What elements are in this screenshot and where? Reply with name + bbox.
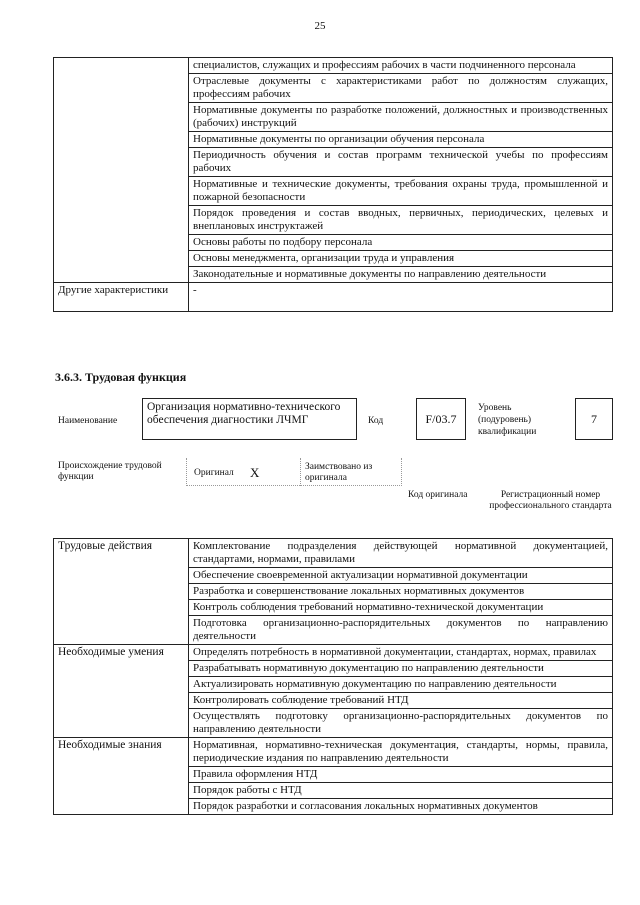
table-cell: Комплектование подразделения действующей нормативной документацией, стандартами, нормами, правилами xyxy=(189,539,613,568)
table-cell: Нормативные и технические документы, требования охраны труда, промышленной и пожарной безопасности xyxy=(189,177,613,206)
table-row xyxy=(54,58,613,74)
table-row xyxy=(54,539,613,568)
table-cell: Актуализировать нормативную документацию по направлению деятельности xyxy=(189,677,613,693)
table-row xyxy=(54,738,613,767)
row-label-skills: Необходимые умения xyxy=(54,645,189,738)
code-original-caption: Код оригинала xyxy=(408,490,468,500)
table-cell: Основы работы по подбору персонала xyxy=(189,235,613,251)
table-cell: Отраслевые документы с характеристиками работ по должностям служащих, профессиям рабочих xyxy=(189,74,613,103)
table-cell: Нормативные документы по организации обучения персонала xyxy=(189,132,613,148)
table-cell: Правила оформления НТД xyxy=(189,767,613,783)
original-label: Оригинал xyxy=(194,468,234,478)
table-cell: Нормативная, нормативно-техническая документация, стандарты, нормы, правила, периодические издания по направлению деятельности xyxy=(189,738,613,767)
table-cell: Определять потребность в нормативной документации, стандартах, нормах, правилах xyxy=(189,645,613,661)
level-value-box: 7 xyxy=(575,398,613,440)
table-cell: Разработка и совершенствование локальных нормативных документов xyxy=(189,584,613,600)
table-cell: специалистов, служащих и профессиям рабочих в части подчиненного персонала xyxy=(189,58,613,74)
table-cell: Порядок работы с НТД xyxy=(189,783,613,799)
table-cell: Контроль соблюдения требований нормативно-технической документации xyxy=(189,600,613,616)
table-cell: - xyxy=(189,283,613,312)
reg-number-caption: Регистрационный номер профессионального стандарта xyxy=(489,490,612,511)
knowledge-table-continued xyxy=(53,57,613,312)
table-cell: Законодательные и нормативные документы по направлению деятельности xyxy=(189,267,613,283)
name-label: Наименование xyxy=(58,416,118,426)
page-number: 25 xyxy=(314,20,326,32)
table-cell: Осуществлять подготовку организационно-распорядительных документов по направлению деятельности xyxy=(189,709,613,738)
level-label: Уровень (подуровень) квалификации xyxy=(478,403,537,437)
function-name-box: Организация нормативно-технического обеспечения диагностики ЛЧМГ xyxy=(142,398,357,440)
table-cell: Основы менеджмента, организации труда и управления xyxy=(189,251,613,267)
table-cell: Контролировать соблюдение требований НТД xyxy=(189,693,613,709)
table-cell: Периодичность обучения и состав программ технической учебы по профессиям рабочих xyxy=(189,148,613,177)
row-label-knowledge: Необходимые знания xyxy=(54,738,189,815)
row-label-other: Другие характеристики xyxy=(54,283,189,312)
table-cell: Обеспечение своевременной актуализации нормативной документации xyxy=(189,568,613,584)
original-mark: X xyxy=(250,465,260,480)
table-cell: Нормативные документы по разработке положений, должностных и производственных (рабочих) инструкций xyxy=(189,103,613,132)
table-cell: Подготовка организационно-распорядительных документов по направлению деятельности xyxy=(189,616,613,645)
origin-divider xyxy=(300,458,302,486)
table-cell: Разрабатывать нормативную документацию по направлению деятельности xyxy=(189,661,613,677)
row-label-actions: Трудовые действия xyxy=(54,539,189,645)
labor-function-table xyxy=(53,538,613,815)
table-row xyxy=(54,283,613,312)
origin-label: Происхождение трудовой функции xyxy=(58,461,162,482)
section-title: 3.6.3. Трудовая функция xyxy=(55,370,187,384)
code-value-box: F/03.7 xyxy=(416,398,466,440)
code-label: Код xyxy=(368,416,384,426)
table-cell: Порядок разработки и согласования локальных нормативных документов xyxy=(189,799,613,815)
borrowed-label: Заимствовано из оригинала xyxy=(305,462,373,483)
row-label xyxy=(54,58,189,283)
table-row xyxy=(54,645,613,661)
table-cell: Порядок проведения и состав вводных, первичных, периодических, целевых и внеплановых инструктажей xyxy=(189,206,613,235)
